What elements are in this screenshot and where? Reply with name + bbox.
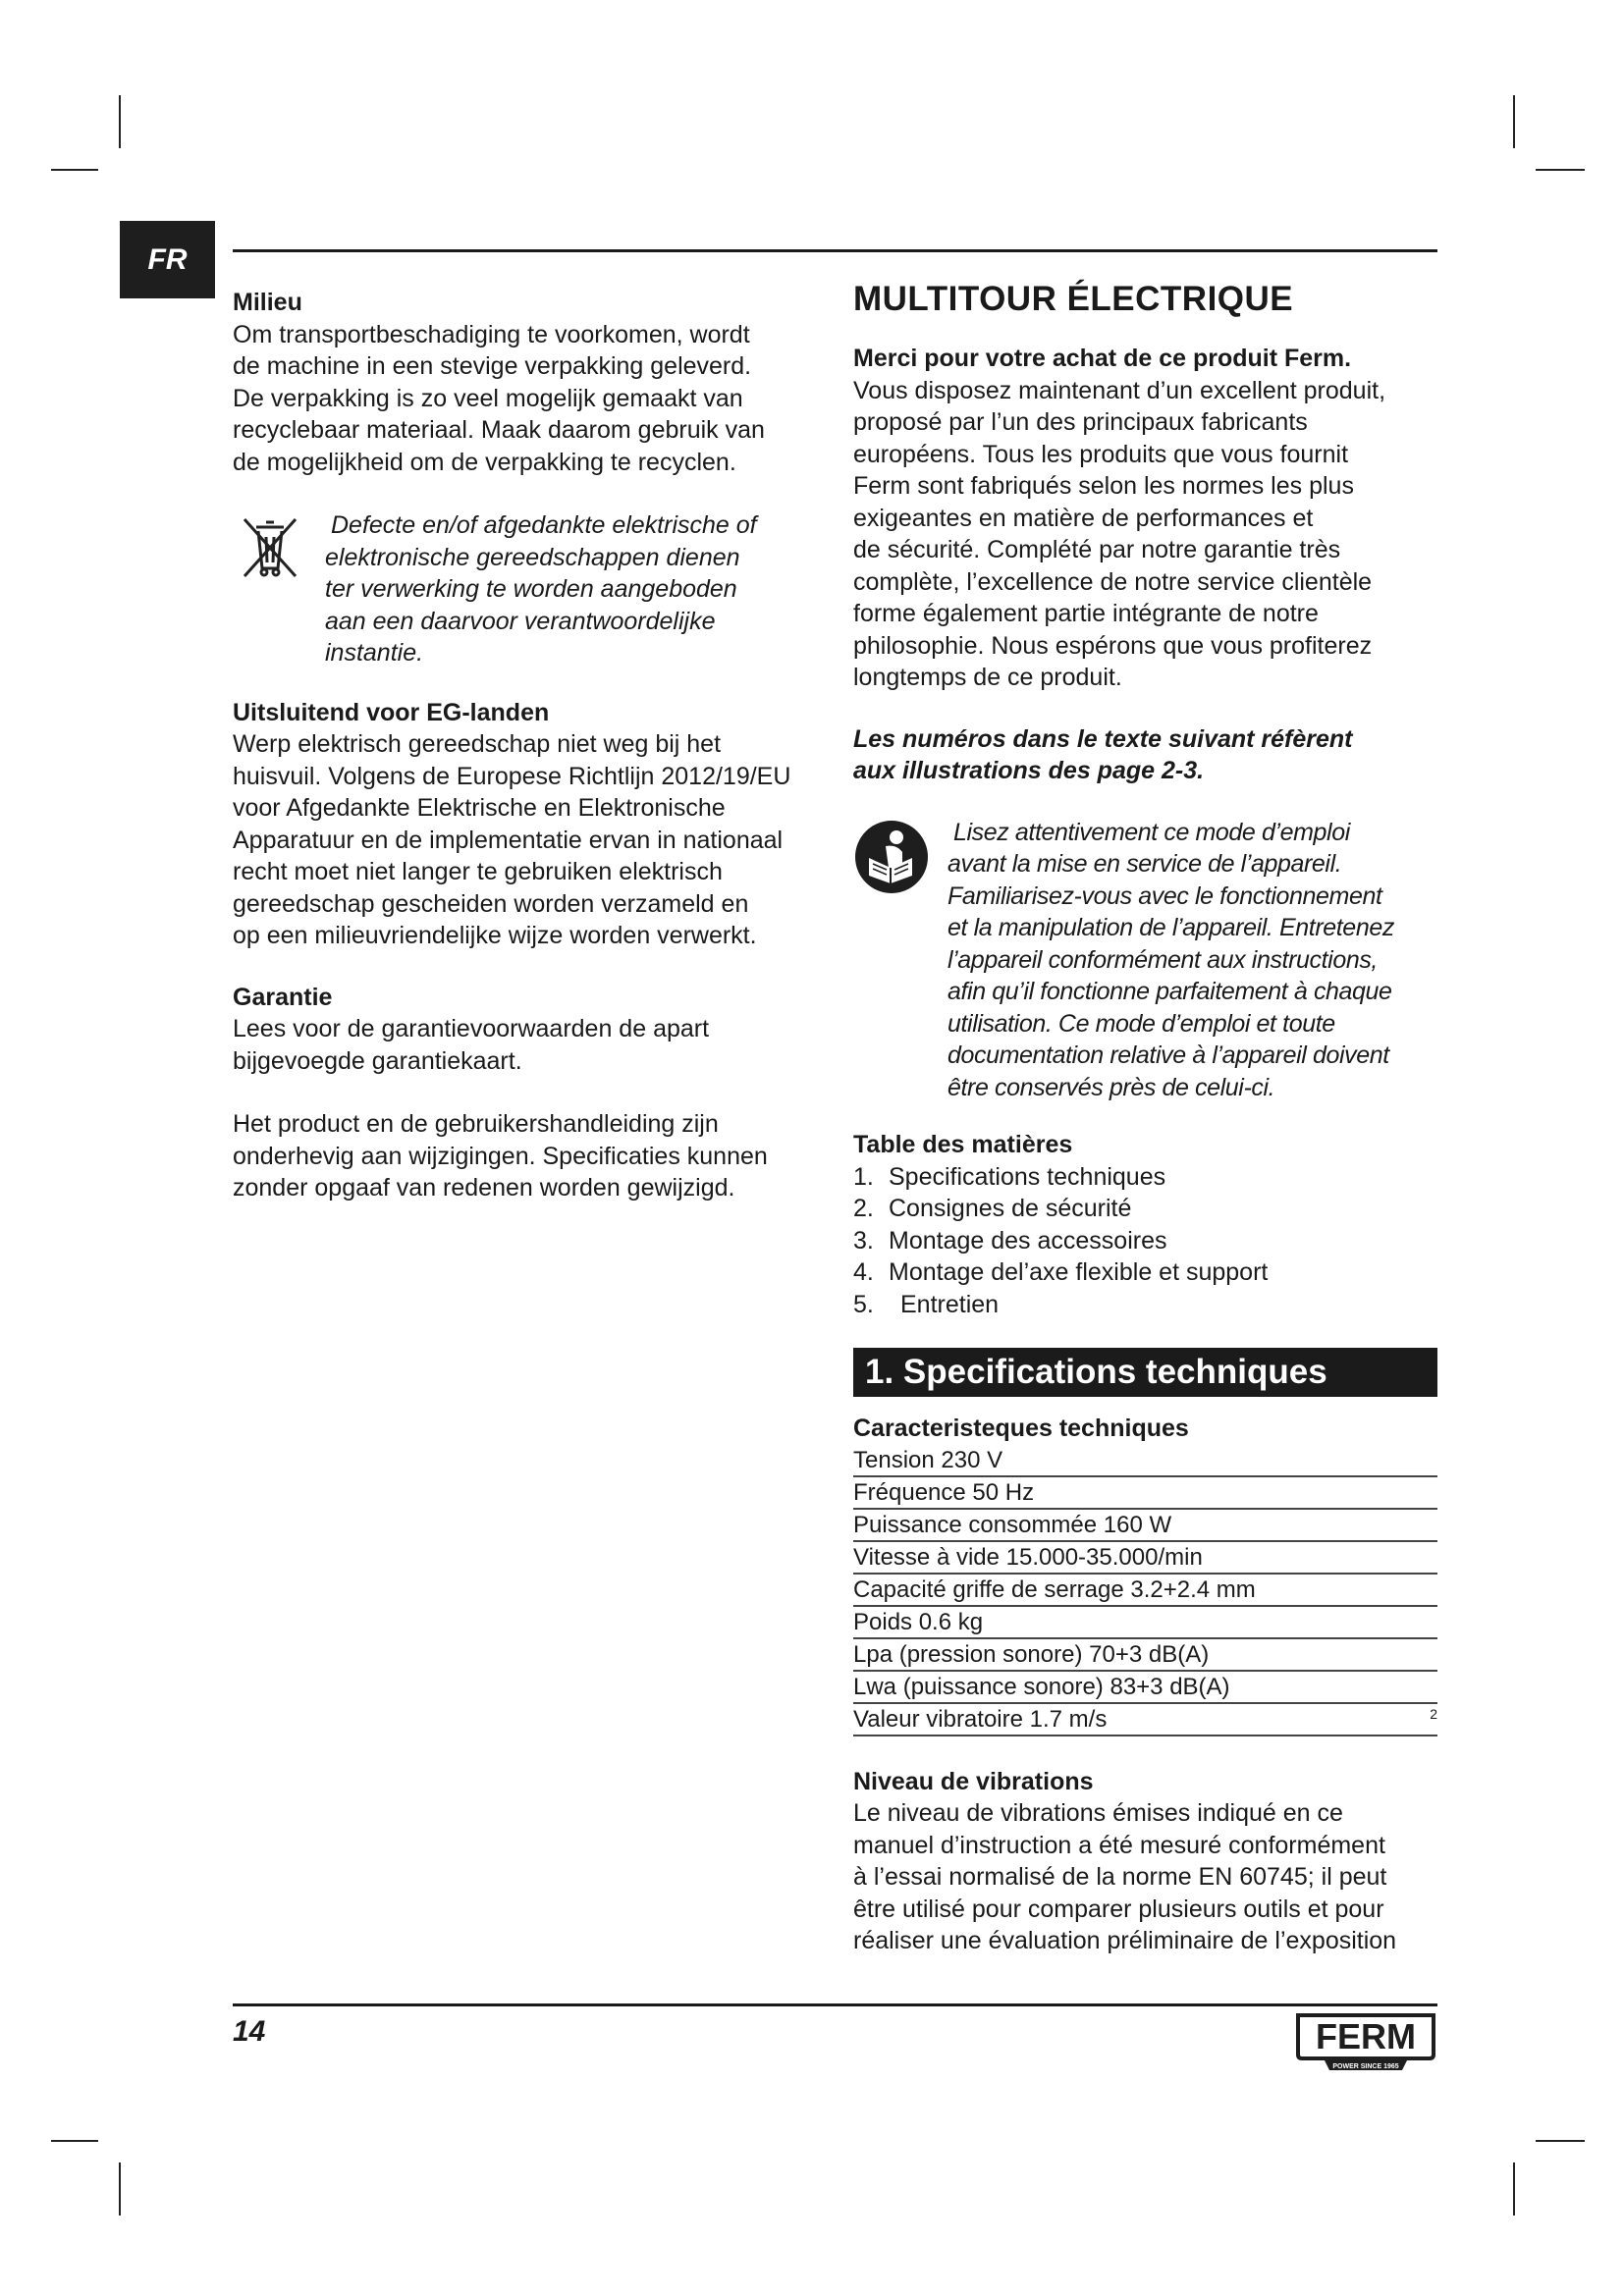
- thanks-line: de sécurité. Complété par notre garantie très: [853, 536, 1341, 563]
- crop-mark: [51, 2140, 98, 2142]
- toc-number: 4.: [853, 1258, 874, 1286]
- spec-row: [853, 1510, 1437, 1542]
- manual-line: utilisation. Ce mode d’emploi et toute: [947, 1009, 1335, 1038]
- spec-row: [853, 1575, 1437, 1607]
- vibration-line: manuel d’instruction a été mesuré conformément: [853, 1831, 1385, 1859]
- spec-value: Fréquence 50 Hz: [853, 1478, 1035, 1506]
- toc-number: 1.: [853, 1162, 874, 1191]
- read-manual-notice: [853, 817, 1437, 1104]
- weee-line: instantie.: [325, 639, 424, 667]
- crop-mark: [119, 2163, 121, 2216]
- milieu-line: de machine in een stevige verpakking geleverd.: [233, 352, 752, 380]
- weee-line: ter verwerking te worden aangeboden: [325, 575, 737, 603]
- thanks-line: complète, l’excellence de notre service clientèle: [853, 567, 1373, 596]
- spec-heading: Caracteristeques techniques: [853, 1415, 1189, 1442]
- spec-value: Lwa (puissance sonore) 83+3 dB(A): [853, 1673, 1230, 1700]
- thanks-line: Ferm sont fabriqués selon les normes les plus: [853, 472, 1354, 500]
- vibration-heading: Niveau de vibrations: [853, 1767, 1094, 1795]
- milieu-line: De verpakking is zo veel mogelijk gemaakt van: [233, 384, 743, 412]
- vibration-line: réaliser une évaluation préliminaire de l’exposition: [853, 1927, 1397, 1954]
- eg-line: voor Afgedankte Elektrische en Elektronische: [233, 794, 726, 822]
- spec-value: Tension 230 V: [853, 1446, 1003, 1473]
- eg-heading: Uitsluitend voor EG-landen: [233, 698, 550, 726]
- garantie-line: bijgevoegde garantiekaart.: [233, 1046, 522, 1075]
- eg-line: op een milieuvriendelijke wijze worden verwerkt.: [233, 922, 757, 949]
- toc-label: Consignes de sécurité: [889, 1195, 1132, 1222]
- manual-line: et la manipulation de l’appareil. Entretenez: [947, 914, 1394, 941]
- garantie-heading: Garantie: [233, 983, 333, 1011]
- thanks-line: proposé par l’un des principaux fabricants: [853, 408, 1308, 436]
- thanks-line: forme également partie intégrante de notre: [853, 600, 1319, 627]
- toc-label: Entretien: [900, 1290, 1000, 1318]
- crop-mark: [1513, 95, 1515, 148]
- milieu-line: recyclebaar materiaal. Maak daarom gebruik van: [233, 416, 765, 444]
- page-number: 14: [233, 2015, 266, 2048]
- spec-row: [853, 1639, 1437, 1672]
- vibration-line: être utilisé pour comparer plusieurs outils et pour: [853, 1895, 1384, 1923]
- manual-line: Familiarisez-vous avec le fonctionnement: [947, 881, 1382, 910]
- section-banner: 1. Specifications techniques: [853, 1348, 1437, 1397]
- spec-row: [853, 1672, 1437, 1704]
- vibration-line: à l’essai normalisé de la norme EN 60745; il peut: [853, 1863, 1387, 1891]
- garantie-line: Lees voor de garantievoorwaarden de apart: [233, 1015, 710, 1042]
- illustration-reference: Les numéros dans le texte suivant réfèrent: [853, 724, 1353, 753]
- language-tab: FR: [120, 221, 215, 298]
- spec-row: [853, 1704, 1437, 1736]
- left-column: [233, 287, 822, 1204]
- manual-line: documentation relative à l’appareil doivent: [947, 1041, 1389, 1069]
- toc-item: [853, 1161, 1437, 1194]
- toc-label: Specifications techniques: [889, 1162, 1166, 1191]
- spec-table: [853, 1445, 1437, 1736]
- illustration-reference: aux illustrations des page 2-3.: [853, 757, 1205, 784]
- table-of-contents: [853, 1161, 1437, 1321]
- crop-mark: [1536, 169, 1585, 171]
- spec-value: Vitesse à vide 15.000-35.000/min: [853, 1543, 1203, 1571]
- manual-line: afin qu’il fonctionne parfaitement à chaque: [947, 978, 1392, 1005]
- weee-notice: [233, 509, 822, 669]
- vibration-line: Le niveau de vibrations émises indiqué en ce: [853, 1799, 1343, 1827]
- toc-label: Montage del’axe flexible et support: [889, 1258, 1269, 1286]
- thanks-line: philosophie. Nous espérons que vous profiterez: [853, 631, 1373, 660]
- spec-value: Valeur vibratoire 1.7 m/s: [853, 1705, 1108, 1733]
- spec-value: Lpa (pression sonore) 70+3 dB(A): [853, 1640, 1210, 1668]
- header-rule: [233, 249, 1437, 252]
- eg-line: Werp elektrisch gereedschap niet weg bij het: [233, 730, 722, 758]
- svg-text:POWER SINCE 1965: POWER SINCE 1965: [1332, 2063, 1399, 2070]
- spec-value: Capacité griffe de serrage 3.2+2.4 mm: [853, 1575, 1256, 1603]
- weee-line: Defecte en/of afgedankte elektrische of: [331, 511, 757, 539]
- page-title: MULTITOUR ÉLECTRIQUE: [853, 280, 1294, 318]
- toc-item: [853, 1225, 1437, 1257]
- crop-mark: [51, 169, 98, 171]
- milieu-line: de mogelijkheid om de verpakking te recyclen.: [233, 448, 736, 476]
- weee-line: aan een daarvoor verantwoordelijke: [325, 607, 716, 635]
- thanks-line: exigeantes en matière de performances et: [853, 504, 1314, 532]
- toc-heading: Table des matières: [853, 1131, 1073, 1158]
- superscript: 2: [1430, 1705, 1437, 1722]
- manual-line: avant la mise en service de l’appareil.: [947, 850, 1342, 878]
- manual-line: Lisez attentivement ce mode d’emploi: [953, 818, 1350, 846]
- crop-mark: [119, 95, 121, 148]
- eg-line: recht moet niet langer te gebruiken elektrisch: [233, 858, 723, 885]
- product-line: zonder opgaaf van redenen worden gewijzigd.: [233, 1174, 735, 1201]
- eg-line: Apparatuur en de implementatie ervan in nationaal: [233, 826, 784, 854]
- product-line: Het product en de gebruikershandleiding zijn: [233, 1110, 719, 1138]
- right-column: [853, 278, 1437, 1957]
- toc-label: Montage des accessoires: [889, 1226, 1167, 1255]
- svg-text:FERM: FERM: [1316, 2016, 1416, 2056]
- thanks-line: longtemps de ce produit.: [853, 664, 1122, 691]
- ferm-logo-mark: [1294, 2009, 1437, 2076]
- manual-line: l’appareil conformément aux instructions,: [947, 945, 1378, 974]
- thanks-heading: Merci pour votre achat de ce produit Ferm.: [853, 345, 1352, 372]
- footer-rule: [233, 2003, 1437, 2006]
- spec-row: [853, 1542, 1437, 1575]
- spec-row: [853, 1477, 1437, 1510]
- toc-number: 5.: [853, 1290, 874, 1318]
- product-line: onderhevig aan wijzigingen. Specificaties kunnen: [233, 1142, 768, 1170]
- spec-value: Puissance consommée 160 W: [853, 1511, 1172, 1538]
- thanks-line: européens. Tous les produits que vous fournit: [853, 440, 1349, 468]
- milieu-line: Om transportbeschadiging te voorkomen, wordt: [233, 320, 750, 348]
- spec-value: Poids 0.6 kg: [853, 1608, 984, 1635]
- eg-line: gereedschap gescheiden worden verzameld en: [233, 889, 749, 918]
- crop-mark: [1513, 2163, 1515, 2216]
- toc-item: [853, 1289, 1437, 1321]
- crop-mark: [1536, 2140, 1585, 2142]
- ferm-logo: [1294, 2009, 1437, 2076]
- weee-line: elektronische gereedschappen dienen: [325, 543, 740, 571]
- thanks-line: Vous disposez maintenant d’un excellent produit,: [853, 376, 1386, 404]
- read-manual-icon: [853, 819, 930, 895]
- spec-row: [853, 1445, 1437, 1477]
- toc-item: [853, 1256, 1437, 1289]
- toc-number: 3.: [853, 1226, 874, 1255]
- manual-line: être conservés près de celui-ci.: [947, 1073, 1275, 1101]
- crossed-bin-icon: [239, 513, 301, 582]
- milieu-heading: Milieu: [233, 289, 302, 316]
- eg-line: huisvuil. Volgens de Europese Richtlijn 2012/19/EU: [233, 762, 791, 790]
- toc-item: [853, 1193, 1437, 1225]
- spec-row: [853, 1607, 1437, 1639]
- toc-number: 2.: [853, 1195, 874, 1222]
